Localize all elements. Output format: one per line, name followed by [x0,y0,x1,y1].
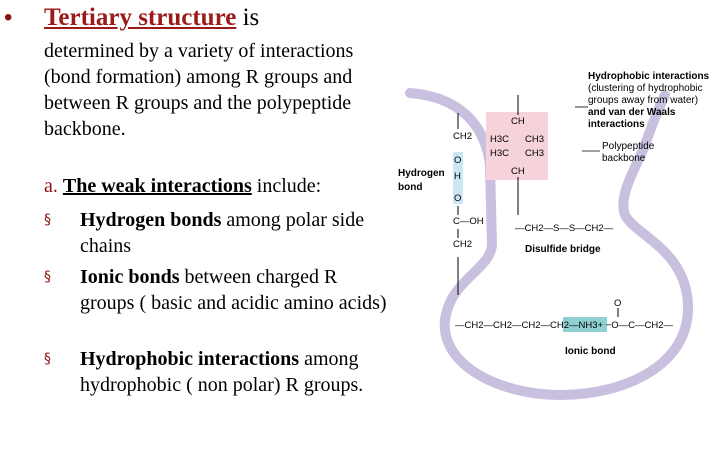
square-bullet-icon: § [44,269,51,285]
backbone-label-1: Polypeptide [602,141,655,152]
chem-h: H [454,171,461,182]
chem-ch-top: CH [511,116,525,127]
chem-disulfide-chain: —CH2—S—S—CH2— [515,223,614,234]
chem-ch-bottom: CH [511,166,525,177]
tertiary-structure-diagram [390,55,720,450]
backbone-label-2: backbone [602,153,646,164]
heading-tail: is [236,4,260,31]
hydrophobic-desc-3: and van der Waals [588,107,676,118]
hydrophobic-desc-4: interactions [588,119,645,130]
chem-ch3-1: CH3 [525,134,545,145]
item-text: among polar side chains [80,209,365,257]
hydrophobic-desc-2: groups away from water) [588,95,699,106]
disulfide-label: Disulfide bridge [525,244,601,255]
sub-marker: a. [44,175,58,197]
item-bold: Hydrophobic interactions [80,348,300,370]
heading-highlight: Tertiary structure [44,4,237,31]
chem-ionic-o: O [614,298,622,309]
ionic-label: Ionic bond [565,346,616,357]
item-text: among hydrophobic ( non polar) R groups. [80,348,364,396]
chem-h3c-2: H3C [490,148,510,159]
intro-text: determined by a variety of interactions (bond formation) among R groups and between R groups and the polypeptide backbone. [44,40,354,140]
sub-heading-underlined: The weak interactions [62,175,252,197]
chem-ch2-lower: CH2 [453,239,473,250]
hbond-label-2: bond [398,182,423,193]
hbond-label-1: Hydrogen [398,168,445,179]
item-bold: Ionic bonds [80,266,180,288]
hydrophobic-desc-1: (clustering of hydrophobic [588,83,703,94]
chem-o-2: O [454,193,462,204]
square-bullet-icon: § [44,212,51,228]
sub-heading [44,175,321,198]
chem-ionic-chain: —CH2—CH2—CH2—CH2—NH3+ −O—C—CH2— [455,320,674,331]
chem-ch2-top: CH2 [453,131,473,142]
chem-h3c-1: H3C [490,134,510,145]
sub-heading-tail: include: [251,175,322,197]
item-text: between charged R groups ( basic and acidic amino acids) [80,266,387,314]
chem-ch3-2: CH3 [525,148,545,159]
chem-o-1: O [454,155,462,166]
hydrophobic-label: Hydrophobic interactions [588,71,710,82]
square-bullet-icon: § [44,351,51,367]
item-bold: Hydrogen bonds [80,209,222,231]
chem-c-oh: C—OH [453,216,484,227]
bullet-dot: • [4,4,13,31]
heading [44,4,259,32]
